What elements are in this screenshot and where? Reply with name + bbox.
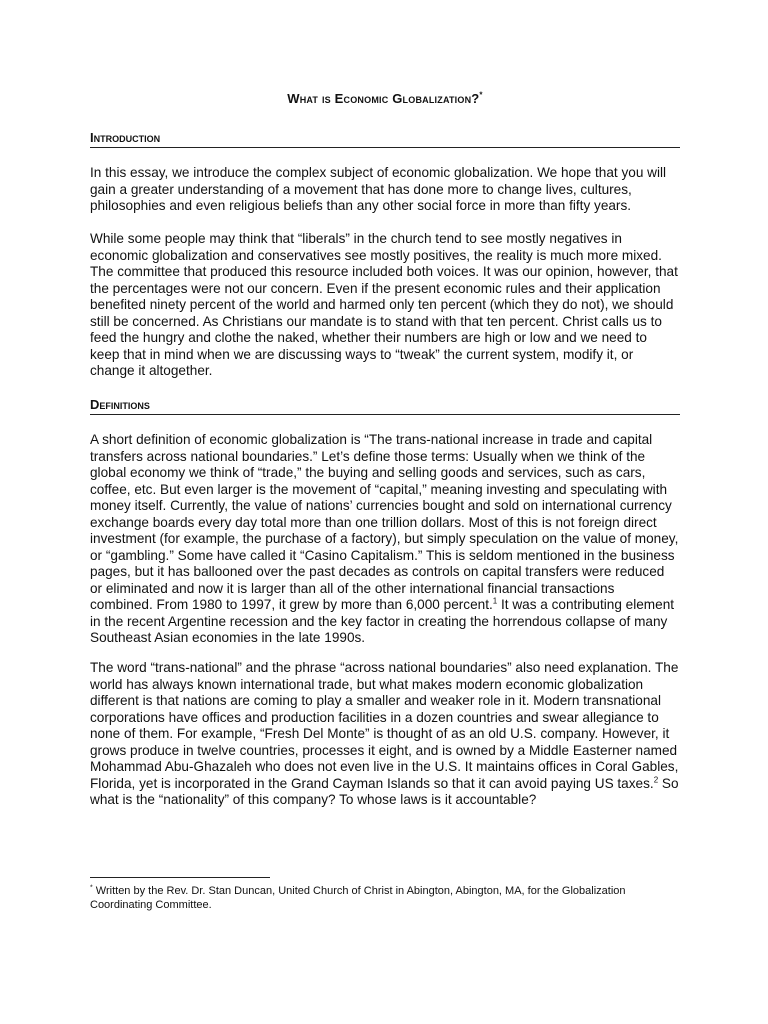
title-footnote-marker: * (479, 90, 483, 100)
definitions-paragraph-2-text-a: The word “trans-national” and the phrase “across national boundaries” also need explanation. The world has always known international trade, but what makes modern economic globalization different is that nations are coming to play a smaller and weaker role in it. Modern transnational corporations have offices and production facilities in a dozen countries and swear allegiance to none of them. For example, “Fresh Del Monte” is thought of as an old U.S. company. However, it grows produce in twelve countries, processes it eight, and is owned by a Middle Easterner named Mohammad Abu-Ghazaleh who does not even live in the U.S. It maintains offices in Coral Gables, Florida, yet is incorporated in the Grand Cayman Islands so that it can avoid paying US taxes. (90, 660, 679, 791)
footnote-ref-2: 2 (653, 774, 659, 784)
footnote-divider (90, 877, 270, 878)
definitions-paragraph-1 (90, 432, 680, 647)
introduction-paragraph-1: In this essay, we introduce the complex subject of economic globalization. We hope that you will gain a greater understanding of a movement that has done more to change lives, cultures, philosophies and even religious beliefs than any other social force in more than fifty years. (90, 165, 667, 213)
definitions-paragraph-1-text-a: A short definition of economic globalization is “The trans-national increase in trade and capital transfers across national boundaries.” Let’s define those terms: Usually when we think of the global economy we think of “trade,” the buying and selling goods and services, such as cars, coffee, etc. But even larger is the movement of “capital,” meaning investing and speculating with money itself. Currently, the value of nations’ currencies bought and sold on international currency exchange boards every day total more than one trillion dollars. Most of this is not foreign direct investment (for example, the purchase of a factory), but simply speculation on the value of money, or “gambling.” Some have called it “Casino Capitalism.” This is seldom mentioned in the business pages, but it has ballooned over the past decades as controls on capital transfers were reduced or eliminated and now it is larger than all of the other international financial transactions combined. From 1980 to 1997, it grew by more than 6,000 percent. (90, 432, 679, 612)
footnote-text: Written by the Rev. Dr. Stan Duncan, United Church of Christ in Abington, Abington, MA, for the Globalization Coordinating Committee. (90, 885, 626, 911)
definitions-paragraph-1-text-b: It was a contributing element in the recent Argentine recession and the key factor in creating the horrendous collapse of many Southeast Asian economies in the late 1990s. (90, 597, 675, 645)
introduction-paragraph-2: While some people may think that “liberals” in the church tend to see mostly negatives in economic globalization and conservatives see mostly positives, the reality is much more mixed. The committee that produced this resource included both voices. It was our opinion, however, that the percentages were not our concern. Even if the present economic rules and their application benefited ninety percent of the world and harmed only ten percent (which they do not), we should still be concerned. As Christians our mandate is to stand with that ten percent. Christ calls us to feed the hungry and clothe the naked, whether their numbers are high or low and we need to keep that in mind when we are discussing ways to “tweak” the current system, modify it, or change it altogether. (90, 231, 678, 378)
document-title-text: What is Economic Globalization? (287, 91, 480, 106)
footnote-marker: * (90, 884, 93, 892)
section-heading-introduction: Introduction (90, 130, 680, 148)
definitions-paragraph-2-text-b: So what is the “nationality” of this company? To whose laws is it accountable? (90, 775, 679, 807)
definitions-paragraph-2 (90, 660, 680, 809)
document-title (90, 91, 680, 106)
section-heading-definitions: Definitions (90, 397, 680, 415)
footnote-ref-1: 1 (492, 596, 498, 606)
footnote (90, 884, 680, 912)
